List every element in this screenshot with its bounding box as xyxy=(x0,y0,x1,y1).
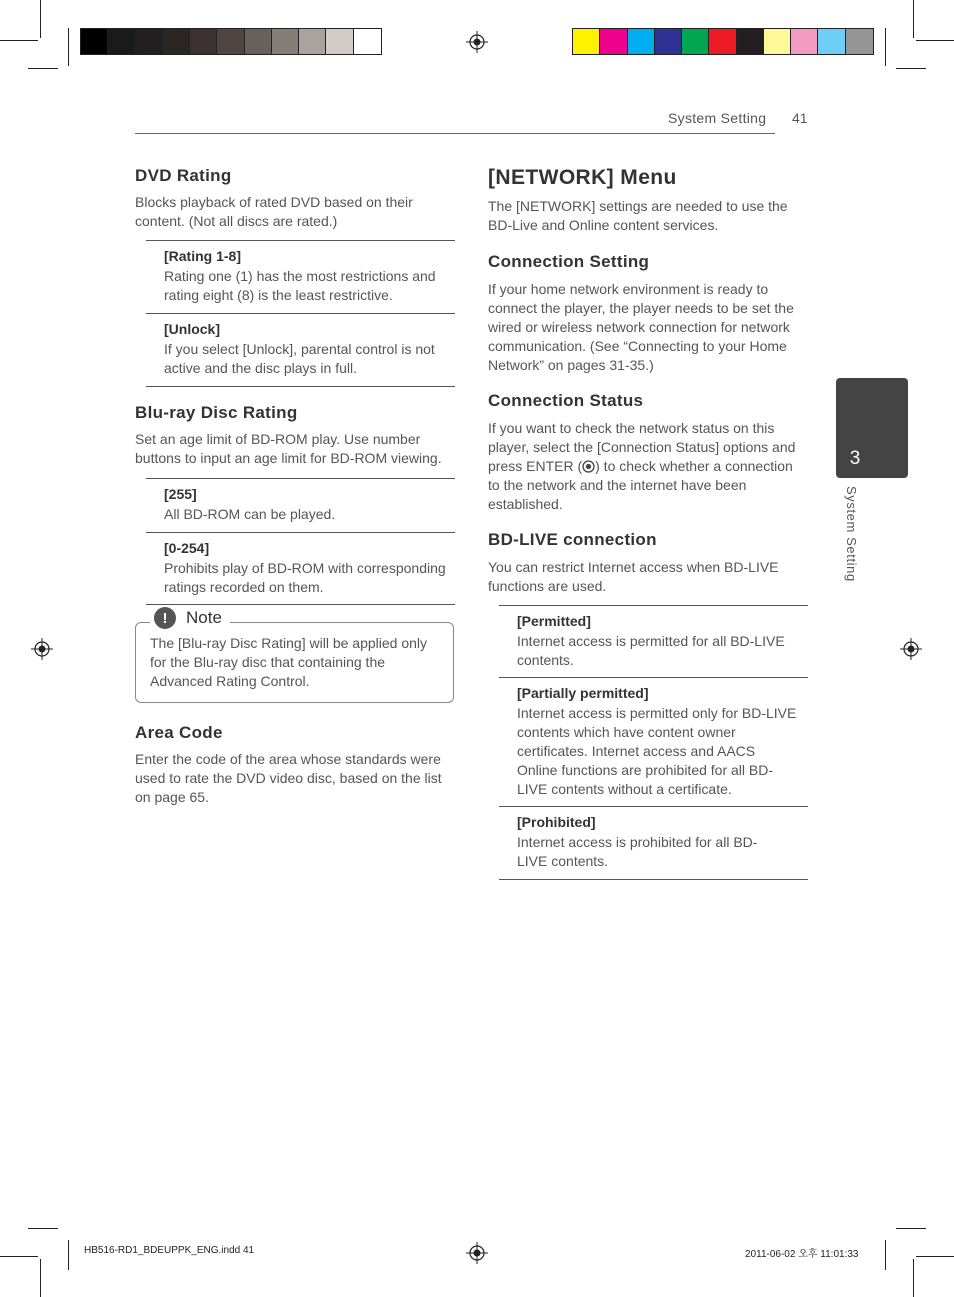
status-text-after: ) to check whether a connection to the network and the internet have been established. xyxy=(488,458,793,512)
option-label: [Rating 1-8] xyxy=(164,248,241,264)
registration-mark-icon xyxy=(31,638,53,660)
registration-mark-icon xyxy=(900,638,922,660)
registration-mark-icon xyxy=(466,31,488,53)
crop-mark xyxy=(68,28,69,66)
option-label: [255] xyxy=(164,486,197,502)
bdlive-description: You can restrict Internet access when BD-LIVE functions are used. xyxy=(488,559,779,594)
note-text: The [Blu-ray Disc Rating] will be applied only for the Blu-ray disc that containing the Advanced Rating Control. xyxy=(150,635,428,689)
option-item xyxy=(146,240,455,314)
crop-mark xyxy=(0,1256,38,1257)
crop-mark xyxy=(40,0,41,38)
option-item xyxy=(146,478,455,533)
registration-mark-icon xyxy=(466,1242,488,1264)
crop-mark xyxy=(68,1240,69,1270)
note-box xyxy=(135,622,454,703)
grayscale-calibration-bar xyxy=(80,28,382,55)
option-label: [Partially permitted] xyxy=(517,685,649,701)
dvd-rating-description: Blocks playback of rated DVD based on their content. (Not all discs are rated.) xyxy=(135,194,413,229)
color-calibration-bar xyxy=(572,28,874,55)
crop-mark xyxy=(913,1259,914,1297)
calibration-swatch xyxy=(299,29,326,54)
crop-mark xyxy=(916,40,954,41)
crop-mark xyxy=(885,1240,886,1270)
calibration-swatch xyxy=(245,29,272,54)
calibration-swatch xyxy=(217,29,244,54)
area-code-description: Enter the code of the area whose standards were used to rate the DVD video disc, based on the list on page 65. xyxy=(135,751,442,805)
chapter-side-label: System Setting xyxy=(844,486,859,582)
option-text: Rating one (1) has the most restrictions and rating eight (8) is the least restrictive. xyxy=(164,268,436,303)
option-item xyxy=(499,806,808,880)
connection-setting-heading: Connection Setting xyxy=(488,252,650,271)
option-label: [Unlock] xyxy=(164,321,220,337)
running-header-title: System Setting xyxy=(668,110,767,126)
option-item xyxy=(499,605,808,678)
option-text: Prohibits play of BD-ROM with corresponding ratings recorded on them. xyxy=(164,560,446,595)
option-text: Internet access is permitted for all BD-LIVE contents. xyxy=(517,633,785,668)
calibration-swatch xyxy=(764,29,791,54)
note-header xyxy=(150,606,230,630)
chapter-number: 3 xyxy=(849,448,861,469)
calibration-swatch xyxy=(791,29,818,54)
calibration-swatch xyxy=(326,29,353,54)
footer-date-time: 2011-06-02 오후 11:01:33 xyxy=(745,1249,859,1260)
option-item xyxy=(146,532,455,605)
crop-mark xyxy=(896,68,926,69)
bluray-rating-heading: Blu-ray Disc Rating xyxy=(135,403,298,422)
option-label: [Prohibited] xyxy=(517,814,596,830)
calibration-swatch xyxy=(272,29,299,54)
calibration-swatch xyxy=(709,29,736,54)
connection-status-description xyxy=(488,419,803,514)
option-label: [Permitted] xyxy=(517,613,591,629)
option-text: If you select [Unlock], parental control is not active and the disc plays in full. xyxy=(164,341,435,376)
crop-mark xyxy=(885,28,886,66)
calibration-swatch xyxy=(682,29,709,54)
bluray-rating-description: Set an age limit of BD-ROM play. Use number buttons to input an age limit for BD-ROM viewing. xyxy=(135,431,442,466)
exclamation-icon: ! xyxy=(154,607,176,629)
crop-mark xyxy=(0,40,38,41)
calibration-swatch xyxy=(190,29,217,54)
calibration-swatch xyxy=(108,29,135,54)
calibration-swatch xyxy=(737,29,764,54)
connection-setting-description: If your home network environment is ready to connect the player, the player needs to be set the wired or wireless network connection for network communication. (See “Connecting to your Home Network” on pages 31-35.) xyxy=(488,281,794,373)
calibration-swatch xyxy=(600,29,627,54)
note-label: Note xyxy=(186,608,222,627)
calibration-swatch xyxy=(81,29,108,54)
calibration-swatch xyxy=(846,29,873,54)
calibration-swatch xyxy=(818,29,845,54)
crop-mark xyxy=(28,1228,58,1229)
crop-mark xyxy=(40,1259,41,1297)
option-text: All BD-ROM can be played. xyxy=(164,506,336,522)
area-code-heading: Area Code xyxy=(135,723,223,742)
page-number: 41 xyxy=(792,110,808,126)
option-text: Internet access is permitted only for BD-LIVE contents which have content owner certificates. Internet access and AACS Online functions are prohibited for all BD-LIVE contents without a certificate. xyxy=(517,705,797,797)
dvd-rating-heading: DVD Rating xyxy=(135,166,232,185)
crop-mark xyxy=(896,1228,926,1229)
crop-mark xyxy=(916,1256,954,1257)
crop-mark xyxy=(913,0,914,38)
option-item xyxy=(146,313,455,387)
enter-button-icon xyxy=(582,460,595,473)
calibration-swatch xyxy=(573,29,600,54)
calibration-swatch xyxy=(136,29,163,54)
calibration-swatch xyxy=(655,29,682,54)
network-menu-heading: [NETWORK] Menu xyxy=(488,166,677,189)
network-menu-description: The [NETWORK] settings are needed to use the BD-Live and Online content services. xyxy=(488,198,788,233)
bdlive-heading: BD-LIVE connection xyxy=(488,530,657,549)
option-label: [0-254] xyxy=(164,540,210,556)
option-text: Internet access is prohibited for all BD-LIVE contents. xyxy=(517,834,758,869)
crop-mark xyxy=(28,68,58,69)
footer-file-info: HB516-RD1_BDEUPPK_ENG.indd 41 xyxy=(84,1245,255,1256)
option-item xyxy=(499,677,808,807)
calibration-swatch xyxy=(354,29,381,54)
connection-status-heading: Connection Status xyxy=(488,391,644,410)
header-rule xyxy=(135,133,775,134)
calibration-swatch xyxy=(163,29,190,54)
calibration-swatch xyxy=(628,29,655,54)
status-text-before: If you want to check the network status on this player, select the [Connection Status] options and press ENTER ( xyxy=(488,420,796,474)
